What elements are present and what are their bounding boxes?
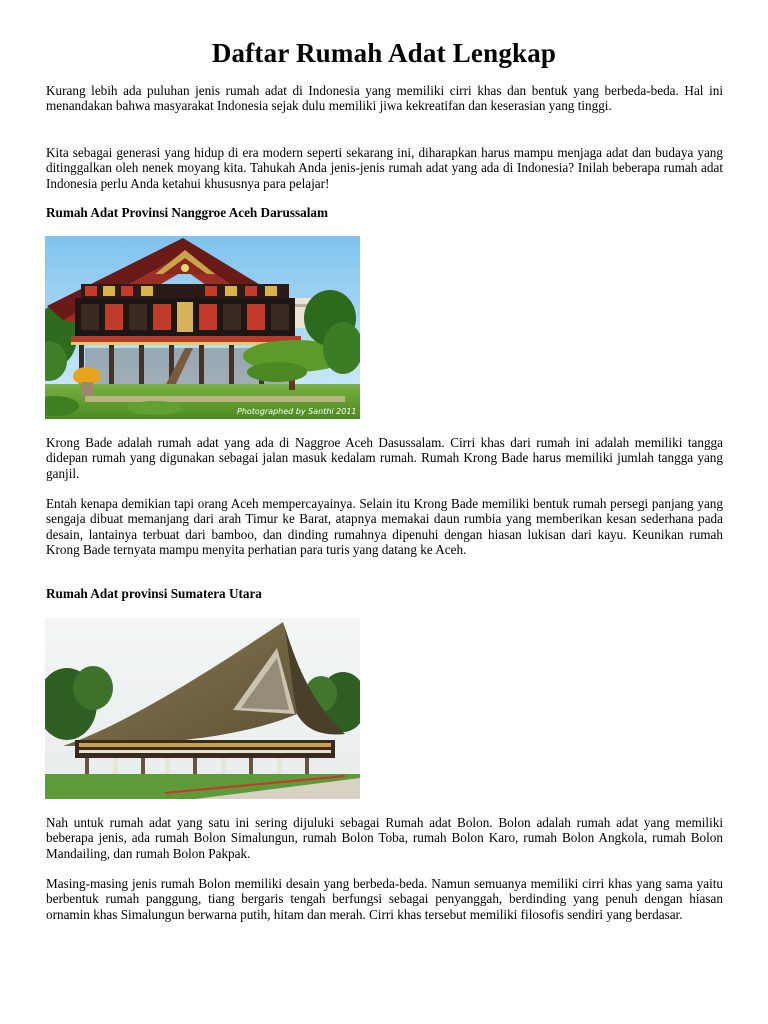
section-heading-aceh: Rumah Adat Provinsi Nanggroe Aceh Darussalam (46, 205, 328, 220)
sumut-paragraph-1: Nah untuk rumah adat yang satu ini sering dijuluki sebagai Rumah adat Bolon. Bolon adalah rumah adat yang memiliki beberapa jenis, ada rumah Bolon Simalungun, rumah Bolon Toba, rumah Bolon Karo, rumah Bolon Angkola, rumah Bolon Mandailing, dan rumah Bolon Pakpak. (46, 815, 723, 861)
aceh-paragraph-1: Krong Bade adalah rumah adat yang ada di Naggroe Aceh Dasussalam. Cirri khas dari rumah ini adalah memiliki tangga didepan rumah yang digunakan sebagai jalan masuk kedalam rumah. Rumah Krong Bade harus memiliki jumlah tangga yang ganjil. (46, 435, 723, 481)
intro-paragraph-2: Kita sebagai generasi yang hidup di era modern seperti sekarang ini, diharapkan harus mampu menjaga adat dan budaya yang ditinggalkan oleh nenek moyang kita. Tahukah Anda jenis-jenis rumah adat yang ada di Indonesia? Inilah beberapa rumah adat Indonesia perlu Anda ketahui khususnya para pelajar! (46, 145, 723, 191)
sumut-paragraph-2: Masing-masing jenis rumah Bolon memiliki desain yang berbeda-beda. Namun semuanya memiliki cirri khas yang sama yaitu berbentuk rumah panggung, tiang bergaris tengah berfungsi sebagai penyanggah, berdinding yang penuh dengan hiasan ornamin khas Simalungun berwarna putih, hitam dan merah. Cirri khas tersebut memiliki filosofis sendiri yang berdasar. (46, 876, 723, 922)
sumut-house-photo (45, 618, 360, 799)
section-heading-sumut: Rumah Adat provinsi Sumatera Utara (46, 586, 262, 601)
bolon-house-illustration (45, 618, 360, 799)
intro-paragraph-1: Kurang lebih ada puluhan jenis rumah adat di Indonesia yang memiliki cirri khas dan bentuk yang berbeda-beda. Hal ini menandakan bahwa masyarakat Indonesia sejak dulu memiliki jiwa kekreatifan dan keserasian yang tinggi. (46, 83, 723, 114)
photo-watermark: Photographed by Santhi 2011 (237, 407, 357, 416)
document-title: Daftar Rumah Adat Lengkap (211, 38, 557, 68)
aceh-house-photo (45, 236, 360, 419)
aceh-house-illustration (45, 236, 360, 419)
aceh-paragraph-2: Entah kenapa demikian tapi orang Aceh mempercayainya. Selain itu Krong Bade memiliki bentuk rumah persegi panjang yang sengaja dibuat memanjang dari arah Timur ke Barat, atapnya memakai daun rumbia yang memberikan kesan sederhana pada desain, lantainya terbuat dari bamboo, dan dinding rumahnya dipenuhi dengan hiasan lukisan dari kayu. Keunikan rumah Krong Bade ternyata mampu menyita perhatian para turis yang datang ke Aceh. (46, 496, 723, 558)
